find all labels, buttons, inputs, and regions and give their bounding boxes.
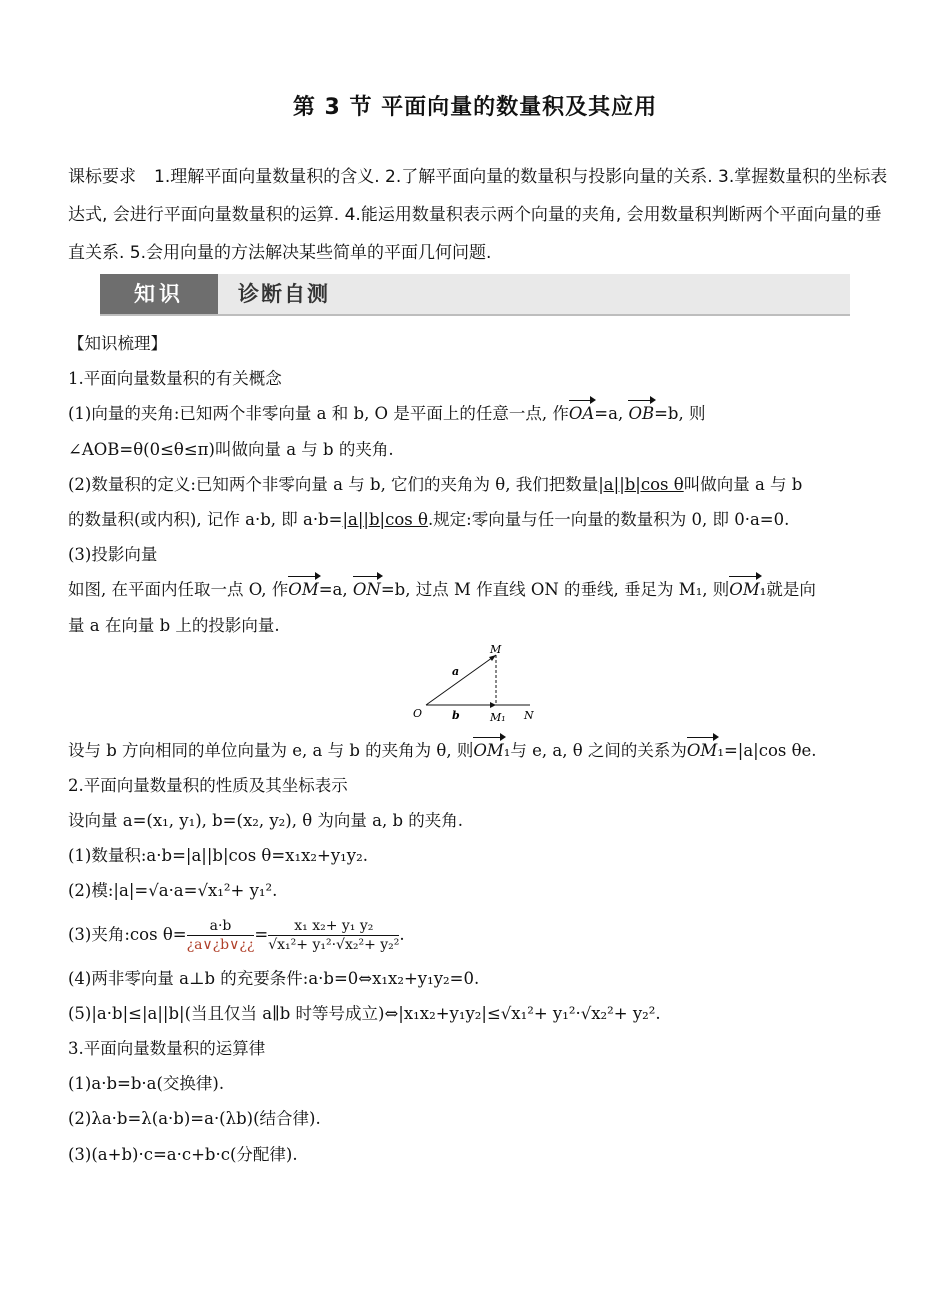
fraction-2-num: x₁ x₂+ y₁ y₂ (268, 917, 399, 936)
vector-om: OM (288, 572, 318, 607)
s1-p1b: ∠AOB=θ(0≤θ≤π)叫做向量 a 与 b 的夹角. (68, 439, 394, 459)
s2-p3 (68, 909, 888, 961)
content-body (68, 326, 888, 1172)
page-title: 第 3 节 平面向量的数量积及其应用 (292, 95, 658, 120)
s1-p2a (68, 467, 888, 502)
period: . (399, 924, 405, 944)
label-b: b (452, 708, 460, 722)
s1-p2c (68, 502, 888, 537)
s2-p4: (4)两非零向量 a⊥b 的充要条件:a·b=0⇔x₁x₂+y₁y₂=0. (68, 968, 480, 988)
requirements-label: 课标要求 (68, 167, 136, 187)
s1-heading: 1.平面向量数量积的有关概念 (68, 369, 282, 389)
vector-om1-c: OM (687, 733, 717, 768)
s3-p2: (2)λa·b=λ(a·b)=a·(λb)(结合律). (68, 1109, 321, 1129)
s1-p2a-text: (2)数量积的定义:已知两个非零向量 a 与 b, 它们的夹角为 θ, 我们把数量 (68, 474, 599, 494)
vector-ob: OB (628, 396, 654, 431)
s2-p3-prefix: (3)夹角:cos θ= (68, 924, 187, 944)
s1-p4a-text: 如图, 在平面内任取一点 O, 作 (68, 580, 289, 600)
s1-p2-underline: |a||b|cos θ (598, 474, 684, 494)
label-a: a (452, 664, 460, 678)
s1-p4d-text: ₁就是向 (759, 580, 816, 600)
fraction-1-den: ¿a∨¿b∨¿¿ (186, 936, 255, 953)
fraction-2-den: √x₁²+ y₁²·√x₂²+ y₂² (268, 936, 400, 953)
s1-p4b-text: =a, (318, 580, 353, 600)
s1-p5b-text: ₁与 e, a, θ 之间的关系为 (503, 740, 687, 760)
vector-on: ON (353, 572, 381, 607)
s1-p3: (3)投影向量 (68, 545, 158, 565)
arrow-m1 (490, 702, 496, 708)
label-m1: M₁ (490, 710, 506, 724)
label-n: N (524, 708, 534, 722)
s1-p5 (68, 733, 888, 768)
s2-p2: (2)模:|a|=√a·a=√x₁²+ y₁². (68, 881, 278, 901)
s1-p2b-text: 叫做向量 a 与 b (683, 474, 803, 494)
curriculum-requirements (68, 158, 888, 272)
fraction-1 (187, 917, 255, 954)
label-m: M (490, 642, 502, 656)
s1-eq-b: =b, 则 (654, 404, 706, 424)
s2-intro: 设向量 a=(x₁, y₁), b=(x₂, y₂), θ 为向量 a, b 的夹角. (68, 811, 464, 831)
s1-p1a (68, 396, 888, 431)
s1-p2c-text: 的数量积(或内积), 记作 a·b, 即 a·b= (68, 509, 343, 529)
banner-tag: 知识 (100, 274, 218, 314)
s2-p5: (5)|a·b|≤|a||b|(当且仅当 a∥b 时等号成立)⇔|x₁x₂+y₁y₂|≤√x₁²+ y₁²·√x₂²+ y₂². (68, 1003, 661, 1023)
projection-figure (68, 643, 888, 733)
s2-p1: (1)数量积:a·b=|a||b|cos θ=x₁x₂+y₁y₂. (68, 846, 368, 866)
section-heading: 【知识梳理】 (68, 334, 167, 353)
s1-p1a-text: (1)向量的夹角:已知两个非零向量 a 和 b, O 是平面上的任意一点, 作 (68, 404, 569, 424)
s1-p5c-text: ₁=|a|cos θe. (717, 740, 817, 760)
vector-oa: OA (569, 396, 594, 431)
requirements-text: 1.理解平面向量数量积的含义. 2.了解平面向量的数量积与投影向量的关系. 3.掌握数量积的坐标表达式, 会进行平面向量数量积的运算. 4.能运用数量积表示两个向量的夹角, 会用数量积判断两个平面向量的垂直关系. 5.会用向量的方法解决某些简单的平面几何问题. (68, 167, 888, 263)
s1-p4e: 量 a 在向量 b 上的投影向量. (68, 615, 280, 635)
s3-p3: (3)(a+b)·c=a·c+b·c(分配律). (68, 1144, 298, 1164)
s2-heading: 2.平面向量数量积的性质及其坐标表示 (68, 775, 348, 795)
label-o: O (413, 706, 423, 720)
s1-p4 (68, 572, 888, 607)
projection-diagram (408, 643, 538, 729)
line-om (426, 655, 496, 705)
s1-eq-a: =a, (594, 404, 629, 424)
s3-heading: 3.平面向量数量积的运算律 (68, 1039, 266, 1058)
s1-p2c-underline: |a||b|cos θ (342, 509, 428, 529)
equals-sign: = (254, 924, 269, 944)
s1-p4c-text: =b, 过点 M 作直线 ON 的垂线, 垂足为 M₁, 则 (380, 580, 730, 600)
section-banner (100, 274, 850, 316)
s1-p2d-text: .规定:零向量与任一向量的数量积为 0, 即 0·a=0. (427, 509, 790, 529)
vector-om1: OM (729, 572, 759, 607)
banner-text: 诊断自测 (238, 282, 330, 306)
fraction-1-num: a·b (187, 917, 255, 936)
s3-p1: (1)a·b=b·a(交换律). (68, 1074, 225, 1094)
vector-om1-b: OM (473, 733, 503, 768)
fraction-2 (268, 917, 399, 954)
s1-p5a-text: 设与 b 方向相同的单位向量为 e, a 与 b 的夹角为 θ, 则 (68, 740, 474, 760)
